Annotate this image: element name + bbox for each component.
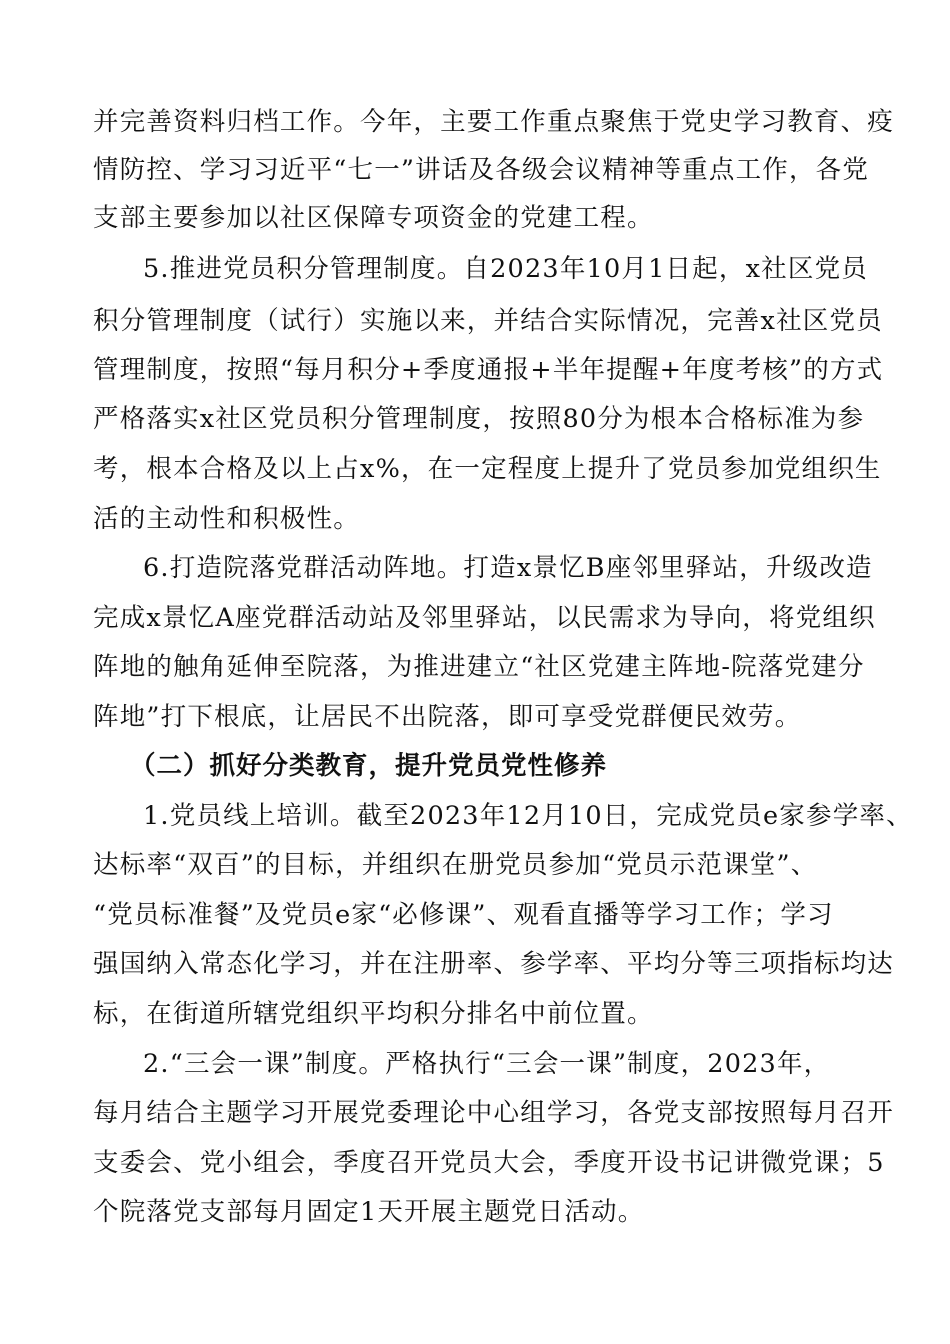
- text-line: 管理制度，按照“每月积分+季度通报+半年提醒+年度考核”的方式: [93, 355, 884, 385]
- section-heading: （二）抓好分类教育，提升党员党性修养: [130, 751, 608, 781]
- text-line: 阵地的触角延伸至院落，为推进建立“社区党建主阵地-院落党建分: [93, 652, 865, 682]
- text-line: 个院落党支部每月固定1天开展主题党日活动。: [93, 1197, 645, 1227]
- text-line: 阵地”打下根底，让居民不出院落，即可享受党群便民效劳。: [93, 702, 802, 732]
- text-line: 并完善资料归档工作。今年，主要工作重点聚焦于党史学习教育、疫: [93, 107, 895, 137]
- text-line: 完成x景忆A座党群活动站及邻里驿站，以民需求为导向，将党组织: [93, 603, 876, 633]
- paragraph-5-first-line: 5.推进党员积分管理制度。自2023年10月1日起，x社区党员: [143, 254, 868, 284]
- text-line: 情防控、学习习近平“七一”讲话及各级会议精神等重点工作，各党: [93, 155, 870, 185]
- text-line: “党员标准餐”及党员e家“必修课”、观看直播等学习工作；学习: [93, 900, 834, 930]
- text-line: 每月结合主题学习开展党委理论中心组学习，各党支部按照每月召开: [93, 1098, 895, 1128]
- text-line: 强国纳入常态化学习，并在注册率、参学率、平均分等三项指标均达: [93, 949, 895, 979]
- text-line: 严格落实x社区党员积分管理制度，按照80分为根本合格标准为参: [93, 404, 865, 434]
- paragraph-6-first-line: 6.打造院落党群活动阵地。打造x景忆B座邻里驿站，升级改造: [143, 553, 873, 583]
- text-line: 支部主要参加以社区保障专项资金的党建工程。: [93, 203, 654, 233]
- text-line: 标，在街道所辖党组织平均积分排名中前位置。: [93, 999, 654, 1029]
- paragraph-2-first-line: 2.“三会一课”制度。严格执行“三会一课”制度，2023年，: [143, 1049, 831, 1079]
- text-line: 考，根本合格及以上占x%，在一定程度上提升了党员参加党组织生: [93, 454, 882, 484]
- text-line: 支委会、党小组会，季度召开党员大会，季度开设书记讲微党课；5: [93, 1148, 885, 1178]
- text-line: 积分管理制度（试行）实施以来，并结合实际情况，完善x社区党员: [93, 306, 883, 336]
- text-line: 活的主动性和积极性。: [93, 504, 361, 534]
- text-line: 达标率“双百”的目标，并组织在册党员参加“党员示范课堂”、: [93, 850, 818, 880]
- paragraph-1-first-line: 1.党员线上培训。截至2023年12月10日，完成党员e家参学率、: [143, 801, 913, 831]
